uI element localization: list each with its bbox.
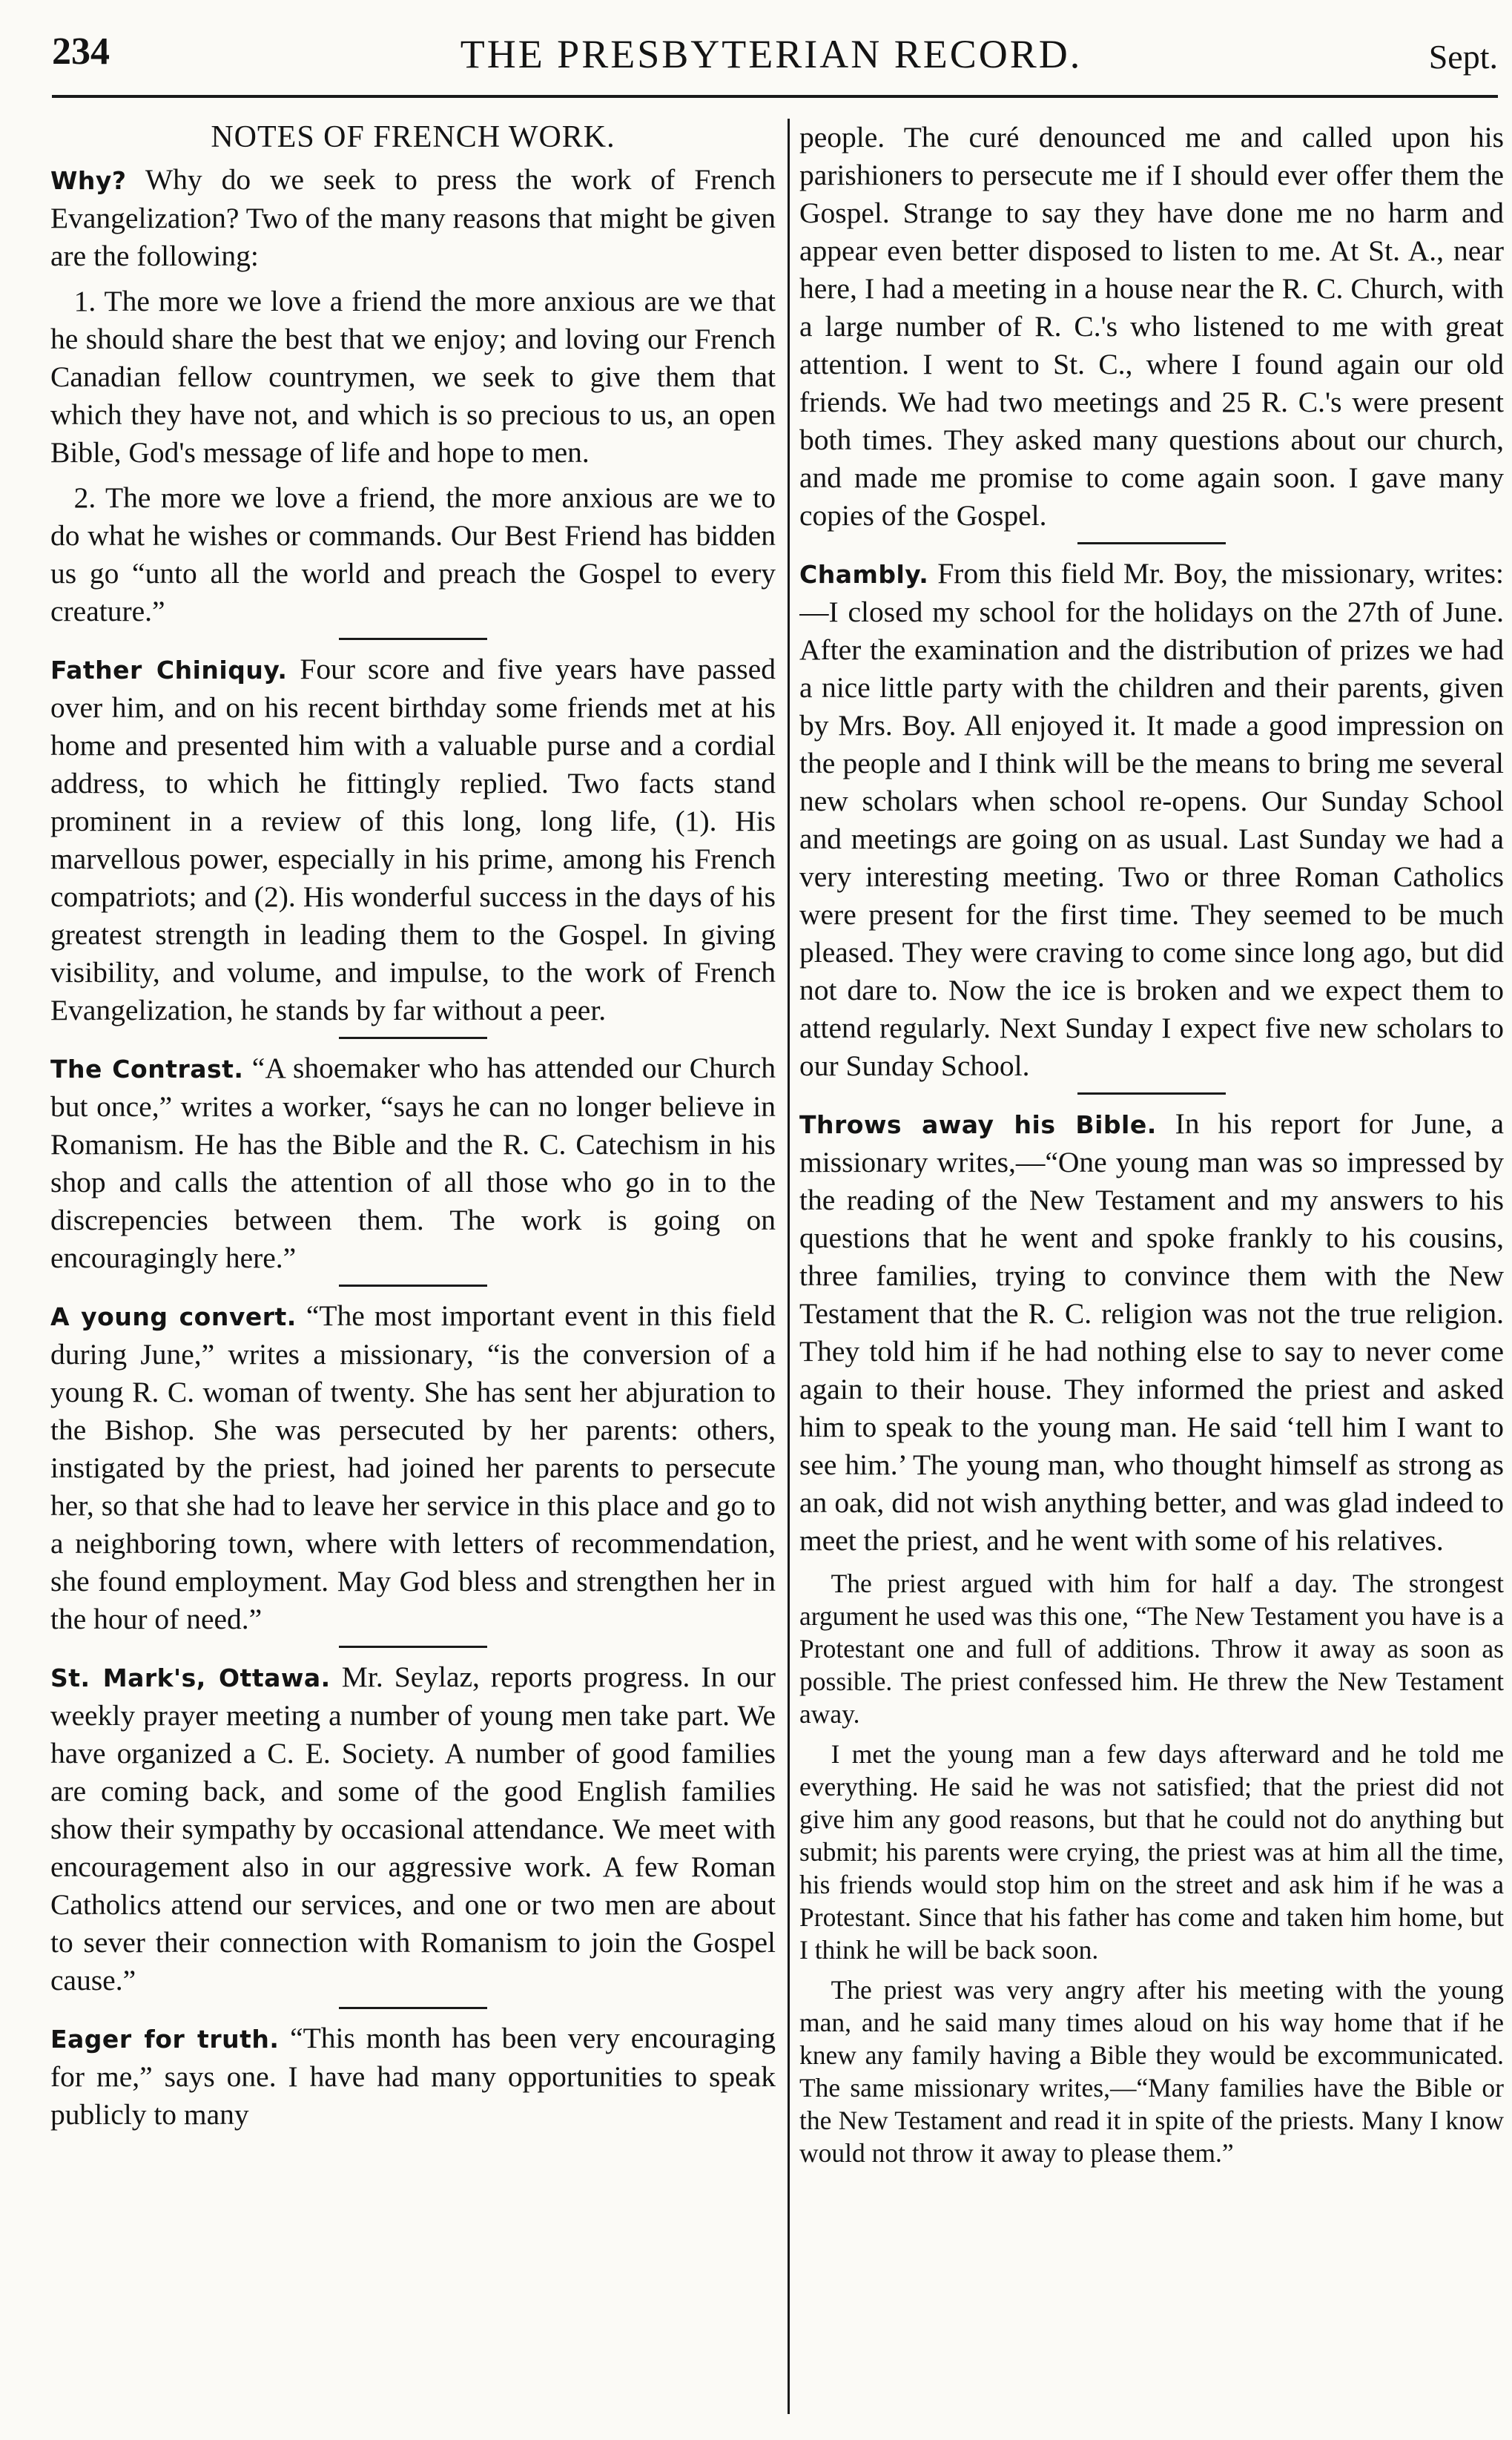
page-header (44, 24, 1498, 90)
paragraph-contrast (50, 1049, 776, 1277)
text-st-marks: Mr. Seylaz, reports progress. In our weekly prayer meeting a number of young men take part. We have organized a C. E. Society. A number of good families are coming back, and some of the good English families show their sympathy by occasional attendance. We meet with encouragement also in our aggressive work. A few Roman Catholics attend our services, and one or two men are about to sever their connection with Romanism to join the Gospel cause.” (50, 1661, 776, 1996)
separator (339, 638, 487, 640)
journal-title: THE PRESBYTERIAN RECORD. (460, 32, 1083, 76)
text-why: Why do we seek to press the work of French Evangelization? Two of the many reasons that might be given are the following: (50, 163, 776, 272)
issue-month: Sept. (1428, 38, 1498, 76)
separator (1077, 1092, 1226, 1095)
paragraph-point-1: 1. The more we love a friend the more anxious are we that he should share the best that we enjoy; and loving our French Canadian fellow countrymen, we seek to give them that which they have not, and which is so precious to us, an open Bible, God's message of life and hope to men. (50, 285, 776, 469)
lead-contrast: The Contrast. (50, 1055, 244, 1084)
paragraph-priest-angry: The priest was very angry after his meeting with the young man, and he said many times aloud on his way home that if he knew any family having a Bible they would be excommunicated. The same missionary writes,—“Many families have the Bible or the New Testament and read it in spite of the priests. Many I know would not throw it away to please them.” (799, 1975, 1504, 2168)
paragraph-why (50, 161, 776, 275)
text-throws-away-1: In his report for June, a missionary writes,—“One young man was so impressed by the reading of the New Testament and my answers to his questions that he went and spoke frankly to his cousins, three families, trying to convince them with the New Testament that the R. C. religion was not the true religion. They told him if he had nothing else to say to never come again to their house. They informed the priest and asked him to speak to the young man. He said ‘tell him I want to see him.’ The young man, who thought himself as strong as an oak, did not wish anything better, and was glad indeed to meet the priest, and he went with some of his relatives. (799, 1107, 1504, 1557)
lead-throws-away: Throws away his Bible. (799, 1110, 1157, 1139)
lead-convert: A young convert. (50, 1302, 297, 1331)
paragraph-throws-away (799, 1105, 1504, 1560)
column-rule (788, 119, 790, 2414)
lead-eager: Eager for truth. (50, 2025, 280, 2054)
paragraph-priest-argued: The priest argued with him for half a day. The strongest argument he used was this one, “The New Testament you have is a Protestant one and full of additions. Throw it away as soon as possible. The priest confessed him. He threw the New Testament away. (799, 1569, 1504, 1729)
separator (1077, 542, 1226, 544)
paragraph-convert (50, 1297, 776, 1638)
text-contrast: “A shoemaker who has attended our Church but once,” writes a worker, “says he can no longer believe in Romanism. He has the Bible and the R. C. Catechism in his shop and calls the attention of all those who go in to the discrepencies between them. The work is going on encouragingly here.” (50, 1052, 776, 1274)
section-title: NOTES OF FRENCH WORK. (211, 120, 615, 154)
paragraph-met-young-man: I met the young man a few days afterward and he told me everything. He said he was not satisfied; that the priest did not give him any good reasons, but that he could not do anything but submit; his parents were crying, the priest was at him all the time, his friends would stop him on the street and ask him if he was a Protestant. Since that his father has come and taken him home, but I think he will be back soon. (799, 1739, 1504, 1965)
lead-chambly: Chambly. (799, 560, 929, 589)
separator (339, 1285, 487, 1287)
paragraph-eager (50, 2019, 776, 2134)
lead-why: Why? (50, 166, 127, 195)
separator (339, 1646, 487, 1648)
header-rule (52, 95, 1498, 98)
paragraph-continued: people. The curé denounced me and called upon his parishioners to persecute me if I should ever offer them the Gospel. Strange to say they have done me no harm and appear even better disposed to listen to me. At St. A., near here, I had a meeting in a house near the R. C. Church, with a large number of R. C.'s who listened to me with great attention. I went to St. C., where I found again our old friends. We had two meetings and 25 R. C.'s were present both times. They asked many questions about our church, and made me promise to come again soon. I gave many copies of the Gospel. (799, 121, 1504, 532)
text-chambly: From this field Mr. Boy, the missionary, writes:—I closed my school for the holidays on the 27th of June. After the examination and the distribution of prizes we had a nice little party with the children and their parents, given by Mrs. Boy. All enjoyed it. It made a good impression on the people and I think will be the means to bring me several new scholars when school re-opens. Our Sunday School and meetings are going on as usual. Last Sunday we had a very interesting meeting. Two or three Roman Catholics were present for the first time. They seemed to be much pleased. They were craving to come since long ago, but did not dare to. Now the ice is broken and we expect them to attend regularly. Next Sunday I expect five new scholars to our Sunday School. (799, 557, 1504, 1082)
left-column (50, 119, 776, 2418)
separator (339, 1037, 487, 1039)
paragraph-chiniquy (50, 650, 776, 1029)
text-chiniquy: Four score and five years have passed over him, and on his recent birthday some friends met at his home and presented him with a valuable purse and a cordial address, to which he fittingly replied. Two facts stand prominent in a review of this long, long life, (1). His marvellous power, especially in his prime, among his French compatriots; and (2). His wonderful success in the days of his greatest strength in leading them to the Gospel. In giving visibility, and volume, and impulse, to the work of French Evangelization, he stands by far without a peer. (50, 653, 776, 1026)
right-column (799, 119, 1504, 2418)
separator (339, 2007, 487, 2009)
lead-st-marks: St. Mark's, Ottawa. (50, 1664, 331, 1692)
page-number: 234 (52, 30, 110, 73)
paragraph-point-2: 2. The more we love a friend, the more anxious are we to do what he wishes or commands. Our Best Friend has bidden us go “unto all the world and preach the Gospel to every creature.” (50, 481, 776, 627)
text-convert: “The most important event in this field during June,” writes a missionary, “is the conversion of a young R. C. woman of twenty. She has sent her abjuration to the Bishop. She was persecuted by her parents: others, instigated by the priest, had joined her parents to persecute her, so that she had to leave her service in this place and go to a neighboring town, where with letters of recommendation, she found employment. May God bless and strengthen her in the hour of need.” (50, 1299, 776, 1635)
paragraph-st-marks (50, 1658, 776, 1999)
lead-chiniquy: Father Chiniquy. (50, 656, 288, 685)
text-eager: “This month has been very encouraging for me,” says one. I have had many opportunities to speak publicly to many (50, 2022, 776, 2131)
paragraph-chambly (799, 555, 1504, 1085)
